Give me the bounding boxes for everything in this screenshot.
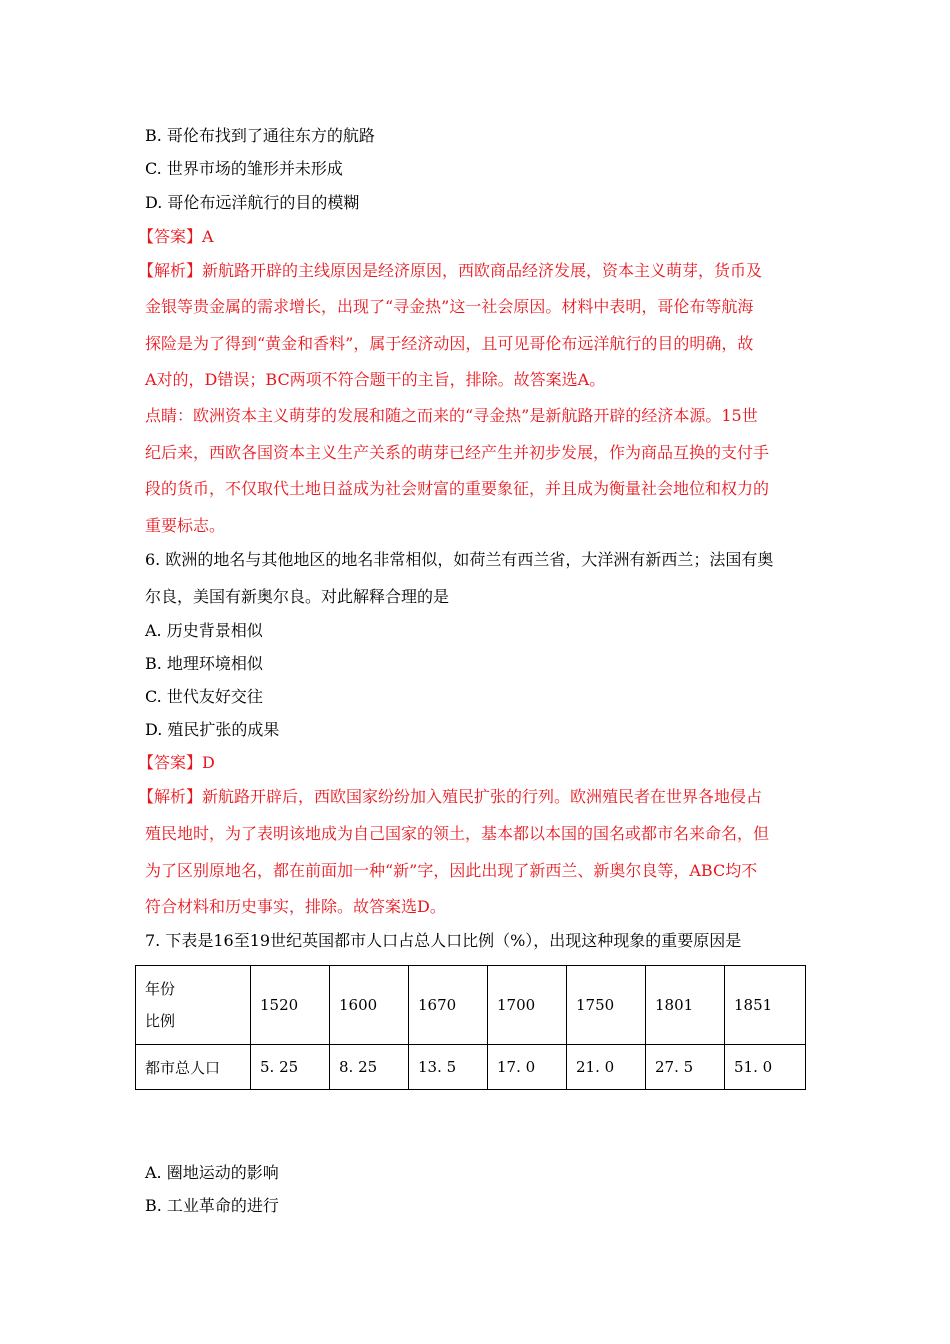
table-header-cell <box>136 966 251 1045</box>
population-table <box>135 965 806 1090</box>
analysis-line: 符合材料和历史事实，排除。故答案选D。 <box>145 897 446 916</box>
value-cell: 51. 0 <box>725 1045 806 1090</box>
year-cell: 1851 <box>725 966 806 1045</box>
option-d: D. 殖民扩张的成果 <box>145 720 280 739</box>
table-row <box>136 966 806 1045</box>
analysis-line: 为了区别原地名，都在前面加一种“新”字，因此出现了新西兰、新奥尔良等，ABC均不 <box>145 861 758 880</box>
analysis-line: 【解析】新航路开辟后，西欧国家纷纷加入殖民扩张的行列。欧洲殖民者在世界各地侵占 <box>138 787 763 806</box>
value-cell: 5. 25 <box>251 1045 330 1090</box>
question-7: 7. 下表是16至19世纪英国都市人口占总人口比例（%），出现这种现象的重要原因是 <box>145 931 742 950</box>
option-c: C. 世界市场的雏形并未形成 <box>145 159 343 178</box>
option-b: B. 工业革命的进行 <box>145 1196 279 1215</box>
note-line: 纪后来，西欧各国资本主义生产关系的萌芽已经产生并初步发展，作为商品互换的支付手 <box>145 443 770 462</box>
year-cell: 1750 <box>567 966 646 1045</box>
value-cell: 8. 25 <box>330 1045 409 1090</box>
option-a: A. 历史背景相似 <box>145 621 263 640</box>
year-cell: 1600 <box>330 966 409 1045</box>
analysis-line: A对的，D错误；BC两项不符合题干的主旨，排除。故答案选A。 <box>145 370 606 389</box>
analysis-line: 【解析】新航路开辟的主线原因是经济原因，西欧商品经济发展，资本主义萌芽，货币及 <box>138 261 763 280</box>
analysis-line: 探险是为了得到“黄金和香料”，属于经济动因，且可见哥伦布远洋航行的目的明确，故 <box>145 334 754 353</box>
option-c: C. 世代友好交往 <box>145 687 263 706</box>
value-cell: 13. 5 <box>409 1045 488 1090</box>
header-ratio-label: 比例 <box>145 1012 176 1030</box>
value-cell: 17. 0 <box>488 1045 567 1090</box>
note-line: 重要标志。 <box>145 516 226 535</box>
question-6-cont: 尔良，美国有新奥尔良。对此解释合理的是 <box>145 587 450 606</box>
option-b: B. 哥伦布找到了通往东方的航路 <box>145 126 375 145</box>
row-label-cell: 都市总人口 <box>136 1045 251 1090</box>
option-b: B. 地理环境相似 <box>145 654 263 673</box>
note-line: 点睛：欧洲资本主义萌芽的发展和随之而来的“寻金热”是新航路开辟的经济本源。15世 <box>145 406 758 425</box>
year-cell: 1670 <box>409 966 488 1045</box>
note-line: 段的货币，不仅取代土地日益成为社会财富的重要象征，并且成为衡量社会地位和权力的 <box>145 479 770 498</box>
analysis-line: 殖民地时，为了表明该地成为自己国家的领土，基本都以本国的国名或都市名来命名，但 <box>145 824 770 843</box>
value-cell: 27. 5 <box>646 1045 725 1090</box>
header-year-label: 年份 <box>145 980 176 998</box>
year-cell: 1801 <box>646 966 725 1045</box>
answer-label: 【答案】D <box>138 753 215 772</box>
option-d: D. 哥伦布远洋航行的目的模糊 <box>145 193 360 212</box>
year-cell: 1520 <box>251 966 330 1045</box>
table-row <box>136 1045 806 1090</box>
value-cell: 21. 0 <box>567 1045 646 1090</box>
answer-label: 【答案】A <box>138 227 214 246</box>
option-a: A. 圈地运动的影响 <box>145 1163 279 1182</box>
year-cell: 1700 <box>488 966 567 1045</box>
question-6: 6. 欧洲的地名与其他地区的地名非常相似，如荷兰有西兰省，大洋洲有新西兰；法国有奥 <box>145 550 774 569</box>
analysis-line: 金银等贵金属的需求增长，出现了“寻金热”这一社会原因。材料中表明，哥伦布等航海 <box>145 297 754 316</box>
